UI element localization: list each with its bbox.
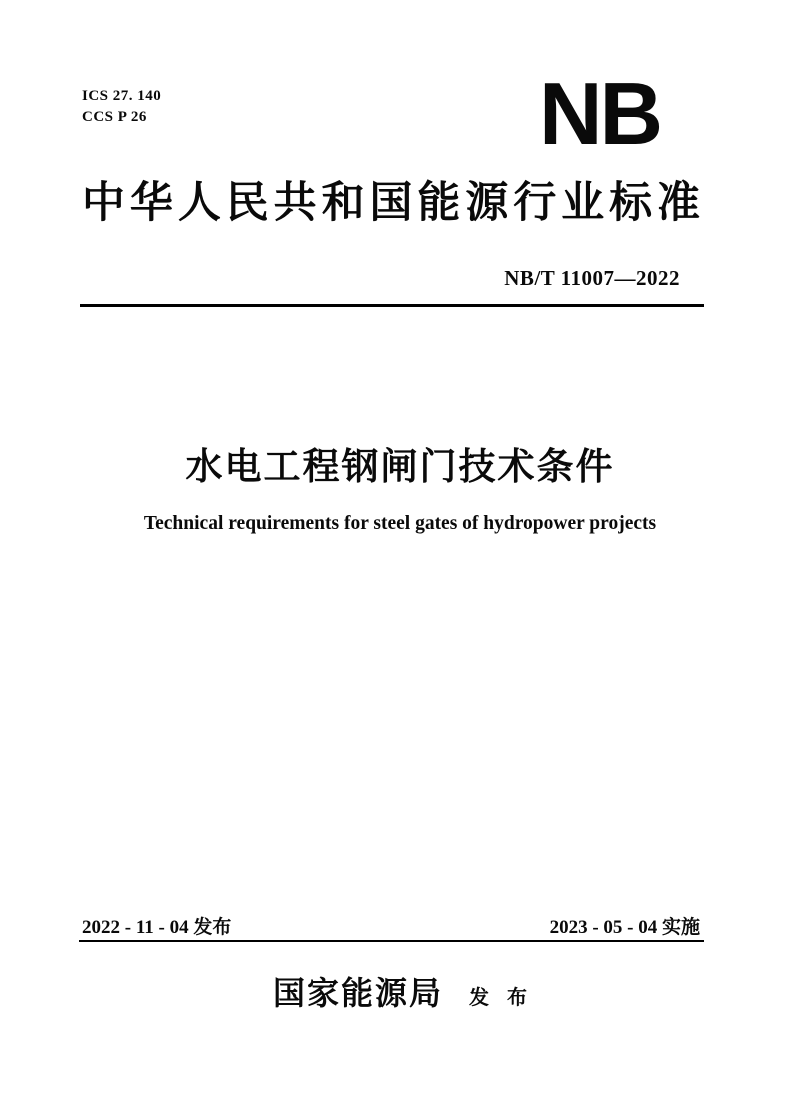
publish-label: 发布 (469, 987, 545, 1009)
nb-logo: NB (539, 64, 661, 163)
dates-row (82, 912, 700, 939)
ccs-code: CCS P 26 (82, 109, 147, 125)
classification-block (82, 86, 161, 128)
standard-series-title: 中华人民共和国能源行业标准 (82, 180, 700, 227)
footer-rule (79, 940, 704, 942)
publisher-name: 国家能源局 (272, 975, 443, 1011)
publisher-row (0, 968, 800, 1014)
issue-date: 2022 - 11 - 04 发布 (82, 917, 232, 938)
standard-code: NB/T 11007—2022 (504, 266, 680, 290)
header-rule (80, 304, 704, 307)
document-title-english: Technical requirements for steel gates of hydropower projects (143, 513, 657, 534)
document-title-chinese: 水电工程钢闸门技术条件 (185, 446, 615, 487)
implementation-date: 2023 - 05 - 04 实施 (549, 917, 700, 938)
ics-code: ICS 27. 140 (82, 88, 162, 104)
